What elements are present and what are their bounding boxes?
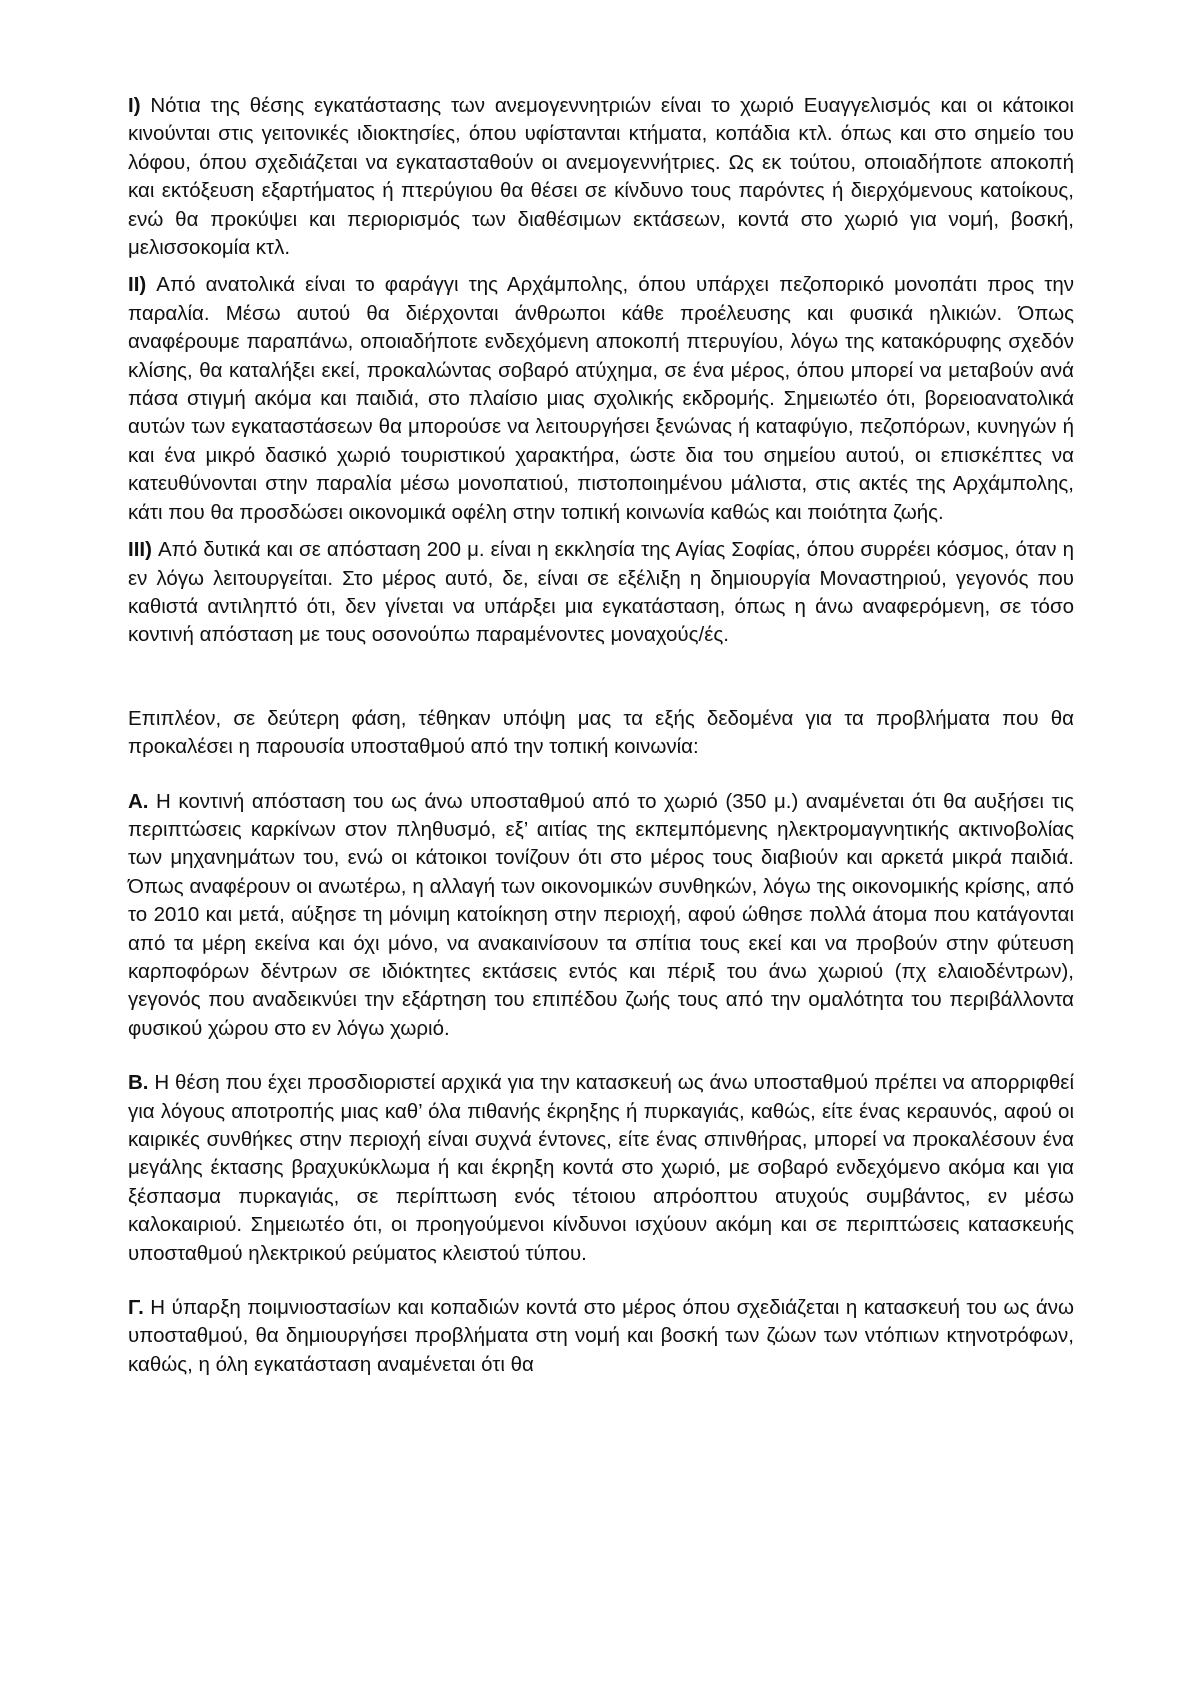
point-text: Η θέση που έχει προσδιοριστεί αρχικά για την κατασκευή ως άνω υποσταθμού πρέπει να απορριφθεί για λόγους αποτροπής μιας καθ’ όλα πιθανής έκρηξης ή πυρκαγιάς, καθώς, είτε ένας κεραυνός, αφού οι καιρικές συνθήκες στην περιοχή είναι συχνά έντονες, είτε ένας σπινθήρας, μπορεί να προκαλέσουν ένα μεγάλης έκτασης βραχυκύκλωμα ή και έκρηξη κοντά στο χωριό, με σοβαρό ενδεχόμενο ακόμα και για ξέσπασμα πυρκαγιάς, σε περίπτωση ενός τέτοιου απρόοπτου ατυχούς συμβάντος, εν μέσω καλοκαιριού. Σημειωτέο ότι, οι προηγούμενοι κίνδυνοι ισχύουν ακόμη και σε περιπτώσεις κατασκευής υποσταθμού ηλεκτρικού ρεύματος κλειστού τύπου.	[128, 1071, 1074, 1265]
document-page	[128, 92, 1074, 1379]
intro-paragraph: Επιπλέον, σε δεύτερη φάση, τέθηκαν υπόψη μας τα εξής δεδομένα για τα προβλήματα που θα προκαλέσει η παρουσία υποσταθμού από την τοπική κοινωνία:	[128, 706, 1074, 759]
section-ii	[128, 271, 1074, 527]
section-label: III)	[128, 538, 152, 562]
section-iii	[128, 536, 1074, 650]
section-text: Νότια της θέσης εγκατάστασης των ανεμογεννητριών είναι το χωριό Ευαγγελισμός και οι κάτοικοι κινούνται στις γειτονικές ιδιοκτησίες, όπου υφίστανται κτήματα, κοπάδια κτλ. όπως και στο σημείο του λόφου, όπου σχεδιάζεται να εγκατασταθούν οι ανεμογεννήτριες. Ως εκ τούτου, οποιαδήποτε αποκοπή και εκτόξευση εξαρτήματος ή πτερύγιου θα θέσει σε κίνδυνο τους παρόντες ή διερχόμενους κατοίκους, ενώ θα προκύψει και περιορισμός των διαθέσιμων εκτάσεων, κοντά στο χωριό για νομή, βοσκή, μελισσοκομία κτλ.	[128, 94, 1074, 260]
section-label: I)	[128, 94, 141, 117]
section-text: Από ανατολικά είναι το φαράγγι της Αρχάμπολης, όπου υπάρχει πεζοπορικό μονοπάτι προς την παραλία. Μέσω αυτού θα διέρχονται άνθρωποι κάθε προέλευσης και φυσικά ηλικιών. Όπως αναφέρουμε παραπάνω, οποιαδήποτε ενδεχόμενη αποκοπή πτερυγίου, λόγω της κατακόρυφης σχεδόν κλίσης, θα καταλήξει εκεί, προκαλώντας σοβαρό ατύχημα, σε ένα μέρος, όπου μπορεί να μεταβούν ανά πάσα στιγμή ακόμα και παιδιά, στο πλαίσιο μιας σχολικής εκδρομής. Σημειωτέο ότι, βορειοανατολικά αυτών των εγκαταστάσεων θα μπορούσε να λειτουργήσει ξενώνας ή καταφύγιο, πεζοπόρων, κυνηγών ή και ένα μικρό δασικό χωριό τουριστικού χαρακτήρα, ώστε δια του σημείου αυτού, οι επισκέπτες να κατευθύνονται στην παραλία μέσω μονοπατιού, πιστοποιημένου μάλιστα, στις ακτές της Αρχάμπολης, κάτι που θα προσδώσει οικονομικά οφέλη στην τοπική κοινωνία καθώς και ποιότητα ζωής.	[128, 273, 1074, 524]
section-label: II)	[128, 273, 147, 297]
point-b	[128, 1069, 1074, 1268]
point-label: Α.	[128, 789, 149, 813]
section-text: Από δυτικά και σε απόσταση 200 μ. είναι η εκκλησία της Αγίας Σοφίας, όπου συρρέει κόσμος, όταν η εν λόγω λειτουργείται. Στο μέρος αυτό, δε, είναι σε εξέλιξη η δημιουργία Μοναστηριού, γεγονός που καθιστά αντιληπτό ότι, δεν γίνεται να υπάρξει μια εγκατάσταση, όπως η άνω αναφερόμενη, σε τόσο κοντινή απόσταση με τους οσονούπω παραμένοντες μοναχούς/ές.	[128, 538, 1074, 647]
point-g	[128, 1294, 1074, 1379]
point-a	[128, 788, 1074, 1044]
point-label: Γ.	[128, 1296, 144, 1320]
point-label: Β.	[128, 1071, 149, 1095]
section-i	[128, 92, 1074, 262]
point-text: Η ύπαρξη ποιμνιοστασίων και κοπαδιών κοντά στο μέρος όπου σχεδιάζεται η κατασκευή του ως άνω υποσταθμού, θα δημιουργήσει προβλήματα στη νομή και βοσκή των ζώων των ντόπιων κτηνοτρόφων, καθώς, η όλη εγκατάσταση αναμένεται ότι θα	[128, 1296, 1074, 1376]
point-text: Η κοντινή απόσταση του ως άνω υποσταθμού από το χωριό (350 μ.) αναμένεται ότι θα αυξήσει τις περιπτώσεις καρκίνων στον πληθυσμό, εξ’ αιτίας της εκπεμπόμενης ηλεκτρομαγνητικής ακτινοβολίας των μηχανημάτων του, ενώ οι κάτοικοι τονίζουν ότι στο μέρος τους διαβιούν και αρκετά μικρά παιδιά. Όπως αναφέρουν οι ανωτέρω, η αλλαγή των οικονομικών συνθηκών, λόγω της οικονομικής κρίσης, από το 2010 και μετά, αύξησε τη μόνιμη κατοίκηση στην περιοχή, αφού ώθησε πολλά άτομα που κατάγονται από τα μέρη εκείνα και όχι μόνο, να ανακαινίσουν τα σπίτια τους εκεί και να προβούν στην φύτευση καρποφόρων δέντρων σε ιδιόκτητες εκτάσεις εντός και πέριξ του άνω χωριού (πχ ελαιοδέντρων), γεγονός που αναδεικνύει την εξάρτηση του επιπέδου ζωής τους από την ομαλότητα του περιβάλλοντα φυσικού χώρου στο εν λόγω χωριό.	[128, 789, 1074, 1040]
